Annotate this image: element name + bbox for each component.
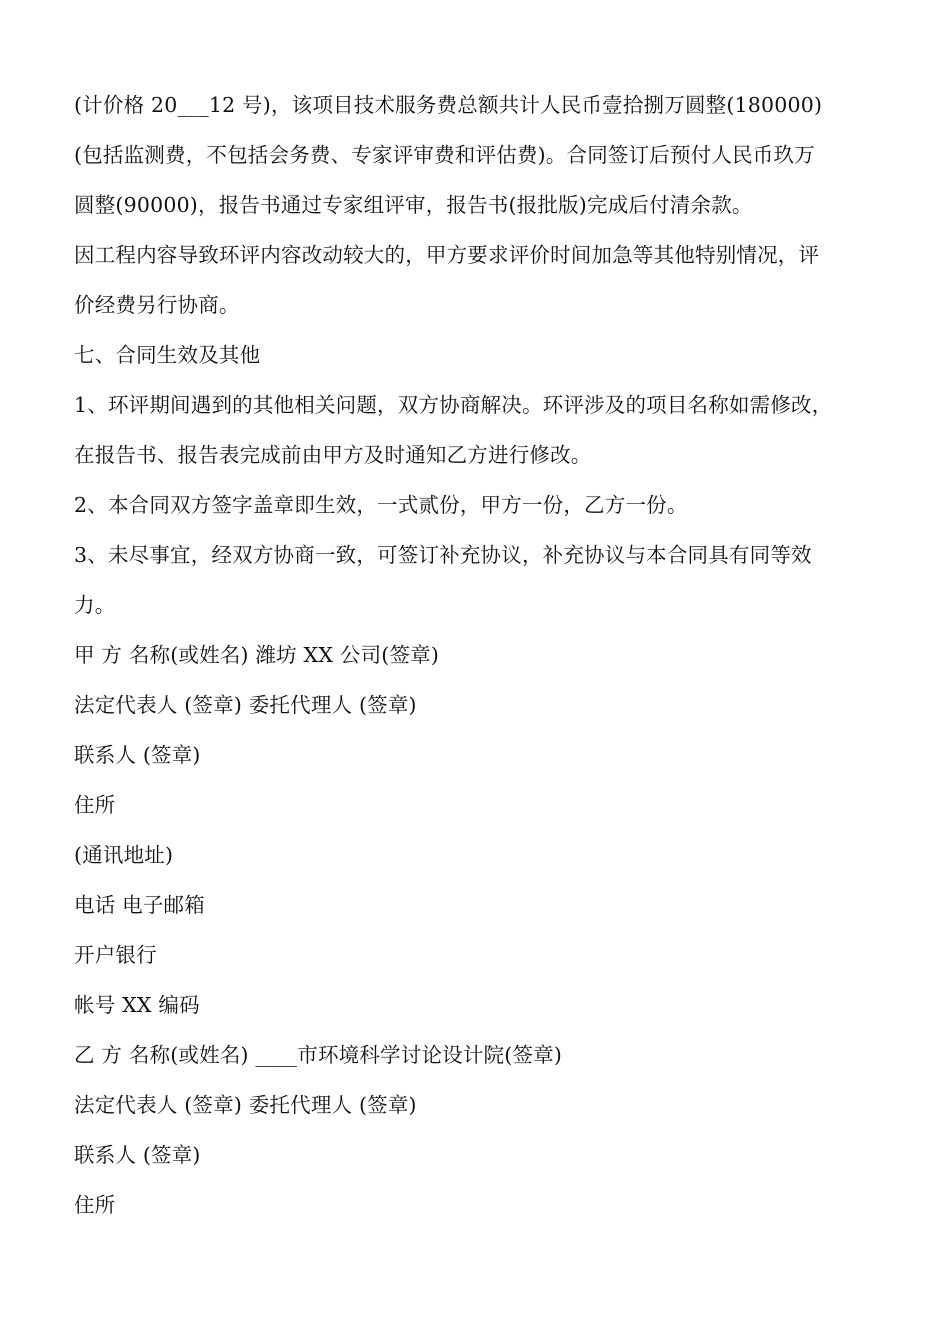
section-heading: 七、合同生效及其他 (74, 343, 261, 367)
paragraph-line: 3、未尽事宜，经双方协商一致，可签订补充协议，补充协议与本合同具有同等效 (74, 543, 812, 567)
party-a-bank-line: 开户银行 (74, 943, 157, 967)
paragraph-line: 价经费另行协商。 (74, 293, 240, 317)
paragraph-line: 2、本合同双方签字盖章即生效，一式贰份，甲方一份，乙方一份。 (74, 493, 688, 517)
paragraph-line: 力。 (74, 593, 116, 617)
party-a-phone-email-line: 电话 电子邮箱 (74, 893, 205, 917)
party-a-address-line: 住所 (74, 793, 116, 817)
paragraph-line: 因工程内容导致环评内容改动较大的，甲方要求评价时间加急等其他特别情况，评 (74, 243, 820, 267)
party-b-representative-line: 法定代表人 (签章) 委托代理人 (签章) (74, 1093, 417, 1117)
party-a-mailing-address-line: (通讯地址) (74, 843, 174, 867)
party-b-name-line: 乙 方 名称(或姓名) ____市环境科学讨论设计院(签章) (74, 1043, 563, 1067)
party-a-account-line: 帐号 XX 编码 (74, 993, 200, 1017)
paragraph-line: 在报告书、报告表完成前由甲方及时通知乙方进行修改。 (74, 443, 592, 467)
party-a-name-line: 甲 方 名称(或姓名) 潍坊 XX 公司(签章) (74, 643, 440, 667)
party-b-contact-line: 联系人 (签章) (74, 1143, 201, 1167)
party-a-representative-line: 法定代表人 (签章) 委托代理人 (签章) (74, 693, 417, 717)
paragraph-line: (包括监测费，不包括会务费、专家评审费和评估费)。合同签订后预付人民币玖万 (74, 143, 815, 167)
party-a-contact-line: 联系人 (签章) (74, 743, 201, 767)
paragraph-line: 1、环评期间遇到的其他相关问题，双方协商解决。环评涉及的项目名称如需修改， (74, 393, 833, 417)
paragraph-line: 圆整(90000)，报告书通过专家组评审，报告书(报批版)完成后付清余款。 (74, 193, 753, 217)
party-b-address-line: 住所 (74, 1193, 116, 1217)
paragraph-line: (计价格 20___12 号)，该项目技术服务费总额共计人民币壹拾捌万圆整(180000) (74, 93, 823, 117)
